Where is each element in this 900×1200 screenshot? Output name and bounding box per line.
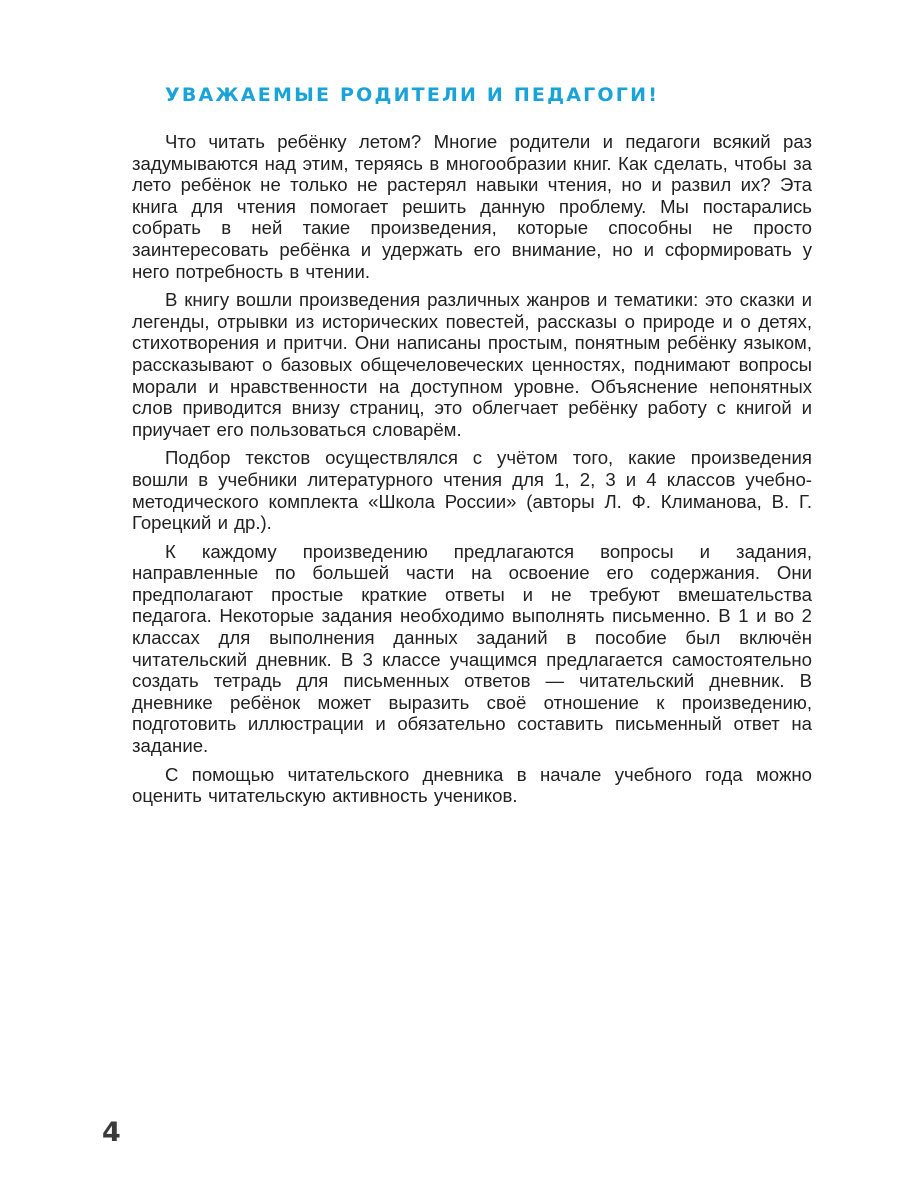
- paragraph-3: Подбор текстов осуществлялся с учётом того, какие произведения вошли в учебники литературного чтения для 1, 2, 3 и 4 классов учебно-методического комплекта «Школа России» (авторы Л. Ф. Климанова, В. Г. Горецкий и др.).: [132, 447, 812, 534]
- paragraph-2: В книгу вошли произведения различных жанров и тематики: это сказки и легенды, отрывки из исторических повестей, рассказы о природе и о детях, стихотворения и притчи. Они написаны простым, понятным ребёнку языком, рассказывают о базовых общечеловеческих ценностях, поднимают вопросы морали и нравственности на доступном уровне. Объяснение непонятных слов приводится внизу страниц, это облегчает ребёнку работу с книгой и приучает его пользоваться словарём.: [132, 289, 812, 440]
- page-heading: УВАЖАЕМЫЕ РОДИТЕЛИ И ПЕДАГОГИ!: [165, 84, 660, 106]
- body-text: [132, 131, 812, 814]
- page-number: 4: [102, 1117, 121, 1148]
- paragraph-5: С помощью читательского дневника в начале учебного года можно оценить читательскую активность учеников.: [132, 763, 812, 807]
- paragraph-4: К каждому произведению предлагаются вопросы и задания, направленные по большей части на освоение его содержания. Они предполагают простые краткие ответы и не требуют вмешательства педагога. Некоторые задания необходимо выполнять письменно. В 1 и во 2 классах для выполнения данных заданий в пособие был включён читательский дневник. В 3 классе учащимся предлагается самостоятельно создать тетрадь для письменных ответов — читательский дневник. В дневнике ребёнок может выразить своё отношение к произведению, подготовить иллюстрации и обязательно составить письменный ответ на задание.: [132, 540, 812, 757]
- paragraph-1: Что читать ребёнку летом? Многие родители и педагоги всякий раз задумываются над этим, теряясь в многообразии книг. Как сделать, чтобы за лето ребёнок не только не растерял навыки чтения, но и развил их? Эта книга для чтения помогает решить данную проблему. Мы постарались собрать в ней такие произведения, которые способны не просто заинтересовать ребёнка и удержать его внимание, но и сформировать у него потребность в чтении.: [132, 131, 812, 282]
